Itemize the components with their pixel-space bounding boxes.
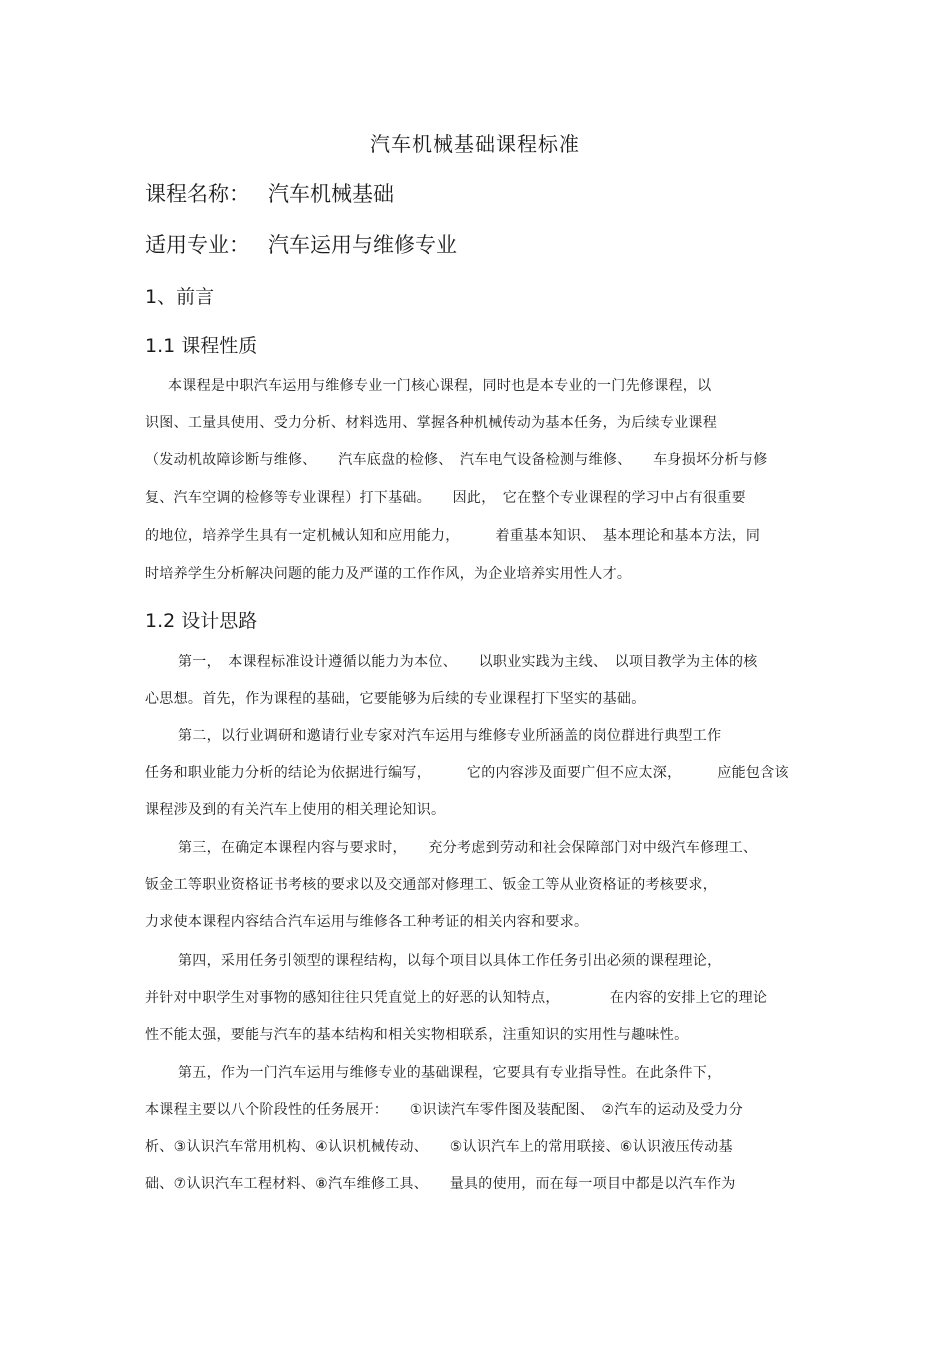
major-row: [145, 229, 457, 259]
text-line: 复、汽车空调的检修等专业课程）打下基础。 因此， 它在整个专业课程的学习中占有很重要: [145, 490, 746, 506]
section-heading-course-nature: 1.1 课程性质: [145, 335, 258, 357]
section-heading-preface: 1、前言: [145, 286, 215, 308]
course-name-value: 汽车机械基础: [268, 182, 394, 206]
text-line: 任务和职业能力分析的结论为依据进行编写， 它的内容涉及面要广但不应太深， 应能包含该: [145, 765, 789, 781]
text-line: 的地位，培养学生具有一定机械认知和应用能力， 着重基本知识、 基本理论和基本方法，同: [145, 528, 761, 544]
text-line: （发动机故障诊断与维修、 汽车底盘的检修、 汽车电气设备检测与维修、 车身损坏分析与修: [145, 452, 768, 468]
text-line: 第一， 本课程标准设计遵循以能力为本位、 以职业实践为主线、 以项目教学为主体的核: [178, 654, 758, 670]
course-name-row: [145, 178, 394, 208]
major-label: 适用专业：: [145, 233, 250, 257]
document-title: 汽车机械基础课程标准: [370, 132, 580, 156]
text-line: 并针对中职学生对事物的感知往往只凭直觉上的好恶的认知特点， 在内容的安排上它的理论: [145, 990, 768, 1006]
text-line: 识图、工量具使用、受力分析、材料选用、掌握各种机械传动为基本任务，为后续专业课程: [145, 415, 717, 431]
text-line: 力求使本课程内容结合汽车运用与维修各工种考证的相关内容和要求。: [145, 914, 589, 930]
text-line: 第四，采用任务引领型的课程结构，以每个项目以具体工作任务引出必须的课程理论，: [178, 953, 722, 969]
text-line: 心思想。首先，作为课程的基础，它要能够为后续的专业课程打下坚实的基础。: [145, 691, 646, 707]
text-line: 时培养学生分析解决问题的能力及严谨的工作作风，为企业培养实用性人才。: [145, 566, 632, 582]
text-line: 本课程主要以八个阶段性的任务展开： ①识读汽车零件图及装配图、 ②汽车的运动及受力分: [145, 1102, 743, 1118]
major-value: 汽车运用与维修专业: [268, 233, 457, 257]
text-line: 钣金工等职业资格证书考核的要求以及交通部对修理工、钣金工等从业资格证的考核要求，: [145, 877, 717, 893]
text-line: 第二，以行业调研和邀请行业专家对汽车运用与维修专业所涵盖的岗位群进行典型工作: [178, 728, 722, 744]
text-line: 性不能太强，要能与汽车的基本结构和相关实物相联系，注重知识的实用性与趣味性。: [145, 1027, 689, 1043]
text-line: 析、③认识汽车常用机构、④认识机械传动、 ⑤认识汽车上的常用联接、⑥认识液压传动基: [145, 1139, 733, 1155]
text-line: 本课程是中职汽车运用与维修专业一门核心课程，同时也是本专业的一门先修课程，以: [168, 378, 712, 394]
text-line: 第五，作为一门汽车运用与维修专业的基础课程，它要具有专业指导性。在此条件下，: [178, 1065, 722, 1081]
course-name-label: 课程名称：: [145, 182, 250, 206]
section-heading-design-ideas: 1.2 设计思路: [145, 610, 258, 632]
text-line: 第三，在确定本课程内容与要求时， 充分考虑到劳动和社会保障部门对中级汽车修理工、: [178, 840, 758, 856]
text-line: 课程涉及到的有关汽车上使用的相关理论知识。: [145, 802, 446, 818]
text-line: 础、⑦认识汽车工程材料、⑧汽车维修工具、 量具的使用，而在每一项目中都是以汽车作为: [145, 1176, 736, 1192]
